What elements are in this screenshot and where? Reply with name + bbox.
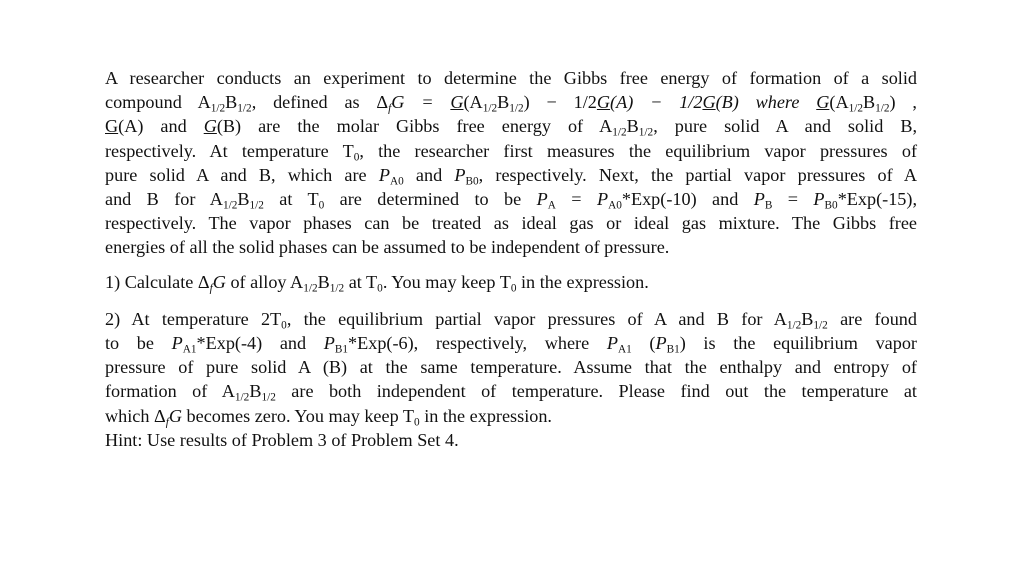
math-p: P bbox=[171, 333, 183, 354]
subscript: 1/2 bbox=[482, 102, 498, 115]
intro-line-6 bbox=[105, 187, 917, 211]
math-underlined-g: G bbox=[816, 92, 830, 113]
subscript: 0 bbox=[510, 282, 517, 294]
math-run: G = bbox=[391, 92, 451, 113]
question-2 bbox=[105, 307, 917, 452]
subscript: B bbox=[764, 199, 773, 212]
intro-line-5 bbox=[105, 163, 917, 187]
problem-document bbox=[105, 66, 917, 452]
subscript: A0 bbox=[389, 175, 404, 188]
q2-line-2 bbox=[105, 331, 917, 355]
hint-text: Hint: Use results of Problem 3 of Problem Set 4. bbox=[105, 429, 459, 450]
subscript: 1/2 bbox=[234, 391, 250, 404]
text-run: are determined to be bbox=[324, 189, 537, 210]
text-run: B bbox=[237, 189, 250, 210]
subscript: A1 bbox=[182, 343, 197, 356]
math-g: G bbox=[212, 271, 226, 292]
math-p: P bbox=[454, 164, 466, 185]
math-run: (B) where bbox=[715, 92, 817, 113]
subscript-f: f bbox=[388, 102, 392, 115]
math-underlined-g: G bbox=[450, 92, 464, 113]
text-run: energies of all the solid phases can be assumed to be independent of pressure. bbox=[105, 237, 670, 258]
subscript: B0 bbox=[824, 199, 838, 212]
text-run: in the expression. bbox=[419, 405, 552, 426]
text-run: , defined as Δ bbox=[251, 92, 389, 113]
text-run: respectively. At temperature T bbox=[105, 140, 354, 161]
math-p: P bbox=[813, 189, 825, 210]
subscript: 0 bbox=[414, 416, 420, 429]
text-run: *Exp(-6), respectively, where bbox=[348, 333, 607, 354]
subscript: 1/2 bbox=[848, 102, 863, 115]
math-run: (A) − 1/2 bbox=[610, 92, 703, 113]
subscript: 1/2 bbox=[509, 102, 524, 115]
text-run: and bbox=[403, 164, 455, 185]
subscript: 1/2 bbox=[813, 319, 828, 332]
intro-paragraph bbox=[105, 66, 917, 260]
question-1 bbox=[105, 270, 917, 294]
text-run: of alloy A bbox=[225, 271, 304, 292]
math-underlined-g: G bbox=[203, 116, 217, 137]
text-run: are both independent of temperature. Please find out the temperature at bbox=[275, 381, 917, 402]
text-run: = bbox=[555, 189, 597, 210]
intro-line-1-text: A researcher conducts an experiment to determine the Gibbs free energy of formation of a solid bbox=[105, 68, 917, 88]
subscript: A bbox=[547, 199, 556, 212]
text-run: in the expression. bbox=[516, 271, 649, 292]
subscript: 1/2 bbox=[612, 126, 627, 139]
math-p: P bbox=[378, 164, 390, 185]
subscript: 1/2 bbox=[237, 102, 252, 115]
text-run: 2) At temperature 2T bbox=[105, 308, 282, 329]
text-run: compound A bbox=[105, 92, 211, 113]
text-run: B bbox=[626, 116, 639, 137]
text-run: B bbox=[249, 381, 262, 402]
text-run: B bbox=[317, 271, 330, 292]
hint-line bbox=[105, 428, 917, 452]
math-p: P bbox=[536, 189, 548, 210]
text-run: *Exp(-15), bbox=[837, 189, 917, 210]
intro-line-3 bbox=[105, 114, 917, 138]
text-run: (B) are the molar Gibbs free energy of A bbox=[216, 116, 613, 137]
q2-line-4 bbox=[105, 379, 917, 403]
text-run: B bbox=[863, 92, 876, 113]
text-run: becomes zero. You may keep T bbox=[181, 405, 414, 426]
subscript: 1/2 bbox=[638, 126, 654, 139]
q2-line-3 bbox=[105, 355, 917, 379]
text-run: are found bbox=[827, 308, 917, 329]
math-underlined-g: G bbox=[105, 116, 119, 137]
intro-line-8 bbox=[105, 235, 917, 259]
subscript: 1/2 bbox=[303, 282, 318, 294]
text-run: ( bbox=[631, 333, 656, 354]
subscript: B0 bbox=[465, 175, 479, 188]
subscript: B1 bbox=[334, 343, 349, 356]
text-run: which Δ bbox=[105, 405, 166, 426]
text-run: to be bbox=[105, 333, 172, 354]
subscript: 0 bbox=[353, 150, 360, 163]
math-g: G bbox=[168, 405, 182, 426]
subscript-f: f bbox=[209, 282, 213, 294]
text-run: , the researcher first measures the equilibrium vapor pressures of bbox=[359, 140, 917, 161]
math-p: P bbox=[323, 333, 335, 354]
text-run: , respectively. Next, the partial vapor pressures of A bbox=[478, 164, 917, 185]
subscript: 1/2 bbox=[210, 102, 226, 115]
subscript: 1/2 bbox=[249, 199, 264, 212]
q2-line-1 bbox=[105, 307, 917, 331]
intro-line-1 bbox=[105, 66, 917, 90]
text-run: pure solid A and B, which are bbox=[105, 164, 379, 185]
text-run: pressure of pure solid A (B) at the same temperature. Assume that the enthalpy and entropy of bbox=[105, 357, 917, 378]
text-run: . You may keep T bbox=[382, 271, 511, 292]
intro-line-2 bbox=[105, 90, 917, 114]
text-run: 1) Calculate Δ bbox=[105, 271, 210, 292]
intro-line-7 bbox=[105, 211, 917, 235]
text-run: (A bbox=[829, 92, 849, 113]
text-run: respectively. The vapor phases can be treated as ideal gas or ideal gas mixture. The Gibbs free bbox=[105, 213, 917, 234]
text-run: B bbox=[801, 308, 814, 329]
intro-line-4 bbox=[105, 139, 917, 163]
math-p: P bbox=[655, 333, 667, 354]
text-run: , pure solid A and solid B, bbox=[653, 116, 918, 137]
subscript: 1/2 bbox=[329, 282, 345, 294]
subscript: 1/2 bbox=[875, 102, 890, 115]
subscript-f: f bbox=[165, 416, 169, 429]
subscript: 1/2 bbox=[786, 319, 802, 332]
subscript: A0 bbox=[608, 199, 622, 212]
text-run: , the equilibrium partial vapor pressures of A and B for A bbox=[286, 308, 787, 329]
text-run: (A bbox=[463, 92, 483, 113]
math-p: P bbox=[596, 189, 609, 210]
text-run: at T bbox=[263, 189, 319, 210]
text-run: and B for A bbox=[105, 189, 223, 210]
text-run: formation of A bbox=[105, 381, 235, 402]
math-underlined-g: G bbox=[596, 92, 611, 113]
subscript: B1 bbox=[666, 343, 680, 356]
text-run: B bbox=[225, 92, 238, 113]
subscript: A1 bbox=[617, 343, 632, 356]
subscript: 0 bbox=[318, 199, 325, 212]
text-run: ) , bbox=[889, 92, 917, 113]
subscript: 1/2 bbox=[261, 391, 276, 404]
q2-line-5 bbox=[105, 404, 917, 428]
math-underlined-g: G bbox=[702, 92, 716, 113]
math-p: P bbox=[606, 333, 618, 354]
text-run: *Exp(-10) and bbox=[621, 189, 754, 210]
math-p: P bbox=[753, 189, 765, 210]
text-run: ) is the equilibrium vapor bbox=[679, 333, 917, 354]
text-run: = bbox=[772, 189, 814, 210]
text-run: B bbox=[497, 92, 510, 113]
subscript: 0 bbox=[377, 282, 383, 294]
subscript: 1/2 bbox=[222, 199, 238, 212]
text-run: ) − 1/2 bbox=[523, 92, 597, 113]
text-run: (A) and bbox=[118, 116, 204, 137]
text-run: *Exp(-4) and bbox=[196, 333, 324, 354]
subscript: 0 bbox=[281, 319, 287, 332]
text-run: at T bbox=[344, 271, 378, 292]
